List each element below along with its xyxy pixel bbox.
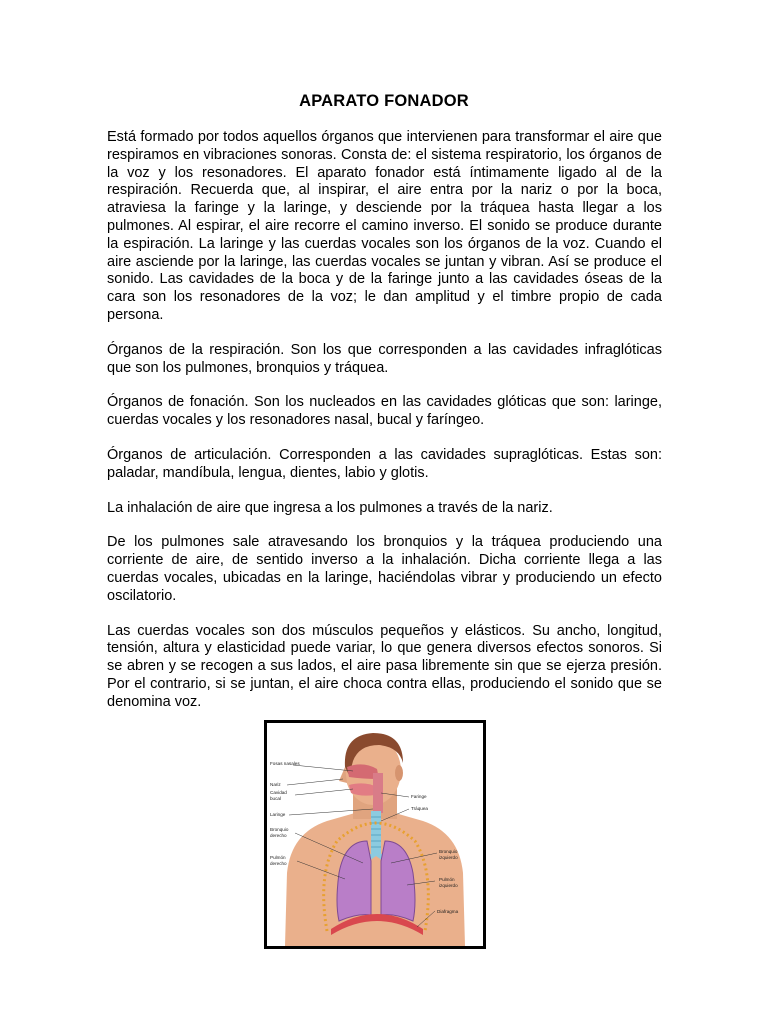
label-bronquio-derecho-1: Bronquio: [270, 827, 289, 832]
label-nariz: Nariz: [270, 782, 281, 787]
paragraph-fonacion: Órganos de fonación. Son los nucleados en las cavidades glóticas que son: laringe, cuerdas vocales y los resonadores nasal, bucal y faríngeo.: [107, 394, 662, 429]
label-fosas-nasales: Fosas nasales: [270, 761, 300, 766]
page-title: APARATO FONADOR: [299, 92, 469, 110]
label-laringe: Laringe: [270, 812, 286, 817]
label-pulmon-izquierdo-1: Pulmón: [439, 877, 455, 882]
label-pulmon-derecho-2: derecho: [270, 861, 287, 866]
label-faringe: Faringe: [411, 794, 427, 799]
respiratory-system-figure: [264, 720, 486, 949]
anatomy-illustration: [267, 723, 483, 946]
body-text: [107, 129, 662, 729]
label-bronquio-izquierdo-2: izquierdo: [439, 855, 458, 860]
label-pulmon-izquierdo-2: izquierdo: [439, 883, 458, 888]
label-bronquio-derecho-2: derecho: [270, 833, 287, 838]
label-bronquio-izquierdo-1: Bronquio: [439, 849, 458, 854]
label-pulmon-derecho-1: Pulmón: [270, 855, 286, 860]
paragraph-intro: Está formado por todos aquellos órganos que intervienen para transformar el aire que respiramos en vibraciones sonoras. Consta de: el sistema respiratorio, los órganos de la voz y los resonadores. El aparato fonador está íntimamente ligado al de la respiración. Recuerda que, al inspirar, el aire entra por la nariz o por la boca, atraviesa la faringe y la laringe, y desciende por la tráquea hasta llegar a los pulmones. Al espirar, el aire recorre el camino inverso. El sonido se produce durante la espiración. La laringe y las cuerdas vocales son los órganos de la voz. Cuando el aire asciende por la laringe, las cuerdas vocales se juntan y vibran. Así se produce el sonido. Las cavidades de la boca y de la faringe junto a las cavidades óseas de la cara son los resonadores de la voz; le dan amplitud y el timbre propio de cada persona.: [107, 129, 662, 323]
paragraph-inhalacion: La inhalación de aire que ingresa a los pulmones a través de la nariz.: [107, 499, 553, 516]
ear-shape: [395, 765, 403, 781]
label-cavidad-bucal-1: Cavidad: [270, 790, 287, 795]
paragraph-articulacion: Órganos de articulación. Corresponden a las cavidades supraglóticas. Estas son: paladar, mandíbula, lengua, dientes, labio y glotis.: [107, 446, 662, 481]
paragraph-corriente: De los pulmones sale atravesando los bronquios y la tráquea produciendo una corriente de aire, de sentido inverso a la inhalación. Dicha corriente llega a las cuerdas vocales, ubicadas en la laringe, haciéndolas vibrar y produciendo un efecto oscilatorio.: [107, 534, 662, 604]
paragraph-cuerdas-vocales: Las cuerdas vocales son dos músculos pequeños y elásticos. Su ancho, longitud, tensión, altura y elasticidad puede variar, lo que genera diversos efectos sonoros. Si se abren y se recogen a sus lados, el aire pasa libremente sin que se ejerza presión. Por el contrario, si se juntan, el aire choca contra ellas, produciendo el sonido que se denomina voz.: [107, 622, 662, 710]
paragraph-respiracion: Órganos de la respiración. Son los que corresponden a las cavidades infraglóticas que son los pulmones, bronquios y tráquea.: [107, 341, 662, 376]
label-diafragma: Diafragma: [437, 909, 459, 914]
label-cavidad-bucal-2: bucal: [270, 796, 281, 801]
label-traquea: Tráquea: [411, 806, 428, 811]
